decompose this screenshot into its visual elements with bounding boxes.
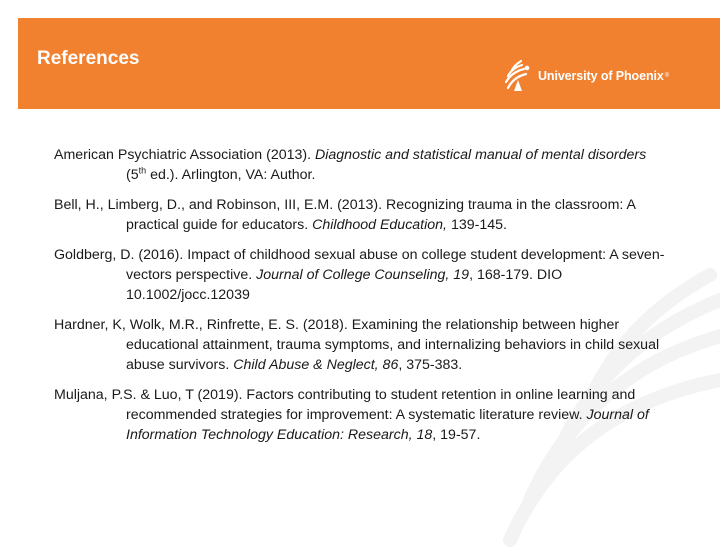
reference-entry-4: Hardner, K, Wolk, M.R., Rinfrette, E. S. (2018). Examining the relationship between higher educational attainment, trauma symptoms, and internalizing behaviors in child sexual abuse survivors. Child Abuse & Neglect, 86, 375-383. (54, 317, 660, 373)
phoenix-logo-icon (500, 58, 536, 94)
reference-entry-1: American Psychiatric Association (2013). Diagnostic and statistical manual of mental disorders (5th ed.). Arlington, VA: Author. (54, 147, 647, 183)
reference-title: Journal of Information Technology Education: Research, 18 (126, 407, 649, 443)
slide-title: References (37, 48, 140, 69)
reference-title: Childhood Education, (312, 217, 448, 233)
reference-title: Journal of College Counseling, 19 (256, 267, 470, 283)
university-logo (500, 58, 669, 94)
reference-title: Diagnostic and statistical manual of mental disorders (315, 147, 647, 163)
reference-title: Child Abuse & Neglect, 86 (233, 357, 399, 373)
reference-entry-3: Goldberg, D. (2016). Impact of childhood sexual abuse on college student development: A seven-vectors perspective. Journal of College Counseling, 19, 168-179. DIO 10.1002/jocc.12039 (54, 247, 665, 303)
logo-text: University of Phoenix (538, 69, 664, 83)
reference-list (54, 145, 670, 455)
reference-entry-5: Muljana, P.S. & Luo, T (2019). Factors contributing to student retention in online learning and recommended strategies for improvement: A systematic literature review. Journal of Information Technology Education: Research, 18, 19-57. (54, 387, 649, 443)
logo-registered-mark: ® (664, 73, 670, 79)
reference-entry-2: Bell, H., Limberg, D., and Robinson, III, E.M. (2013). Recognizing trauma in the classroom: A practical guide for educators. Childhood Education, 139-145. (54, 197, 636, 233)
